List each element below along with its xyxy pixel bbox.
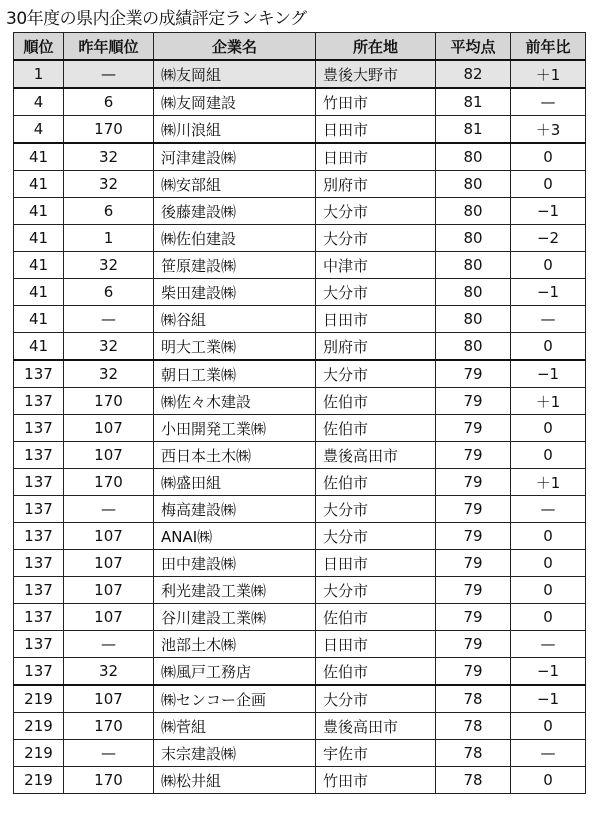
change-cell: 0 — [511, 442, 586, 469]
rank-cell: 41 — [14, 279, 64, 306]
table-header-row — [14, 33, 586, 61]
table-row — [14, 198, 586, 225]
ranking-table — [13, 32, 586, 794]
location-cell: 佐伯市 — [316, 469, 436, 496]
rank-cell: 41 — [14, 333, 64, 361]
score-cell: 80 — [436, 279, 511, 306]
table-row — [14, 116, 586, 144]
company-cell: 谷川建設工業㈱ — [154, 604, 316, 631]
location-cell: 大分市 — [316, 496, 436, 523]
score-cell: 79 — [436, 658, 511, 686]
prev-rank-cell: 32 — [64, 171, 154, 198]
table-row — [14, 60, 586, 88]
location-cell: 日田市 — [316, 116, 436, 144]
column-header-average-score: 平均点 — [436, 33, 511, 61]
rank-cell: 137 — [14, 523, 64, 550]
change-cell: 0 — [511, 550, 586, 577]
table-row — [14, 740, 586, 767]
table-row — [14, 88, 586, 116]
rank-cell: 41 — [14, 306, 64, 333]
change-cell: ＋1 — [511, 469, 586, 496]
rank-cell: 137 — [14, 388, 64, 415]
location-cell: 日田市 — [316, 306, 436, 333]
rank-cell: 137 — [14, 604, 64, 631]
change-cell: 0 — [511, 333, 586, 361]
rank-cell: 137 — [14, 577, 64, 604]
company-cell: 後藤建設㈱ — [154, 198, 316, 225]
prev-rank-cell: 170 — [64, 767, 154, 794]
rank-cell: 1 — [14, 60, 64, 88]
table-row — [14, 550, 586, 577]
table-row — [14, 685, 586, 713]
change-cell: −1 — [511, 685, 586, 713]
rank-cell: 219 — [14, 713, 64, 740]
company-cell: ㈱センコー企画 — [154, 685, 316, 713]
change-cell: — — [511, 631, 586, 658]
change-cell: −1 — [511, 360, 586, 388]
rank-cell: 41 — [14, 198, 64, 225]
prev-rank-cell: 32 — [64, 252, 154, 279]
company-cell: 笹原建設㈱ — [154, 252, 316, 279]
score-cell: 78 — [436, 713, 511, 740]
prev-rank-cell: 107 — [64, 604, 154, 631]
prev-rank-cell: 170 — [64, 713, 154, 740]
table-row — [14, 496, 586, 523]
rank-cell: 137 — [14, 550, 64, 577]
column-header-prev-rank: 昨年順位 — [64, 33, 154, 61]
location-cell: 大分市 — [316, 198, 436, 225]
location-cell: 大分市 — [316, 523, 436, 550]
company-cell: ㈱菅組 — [154, 713, 316, 740]
score-cell: 80 — [436, 198, 511, 225]
company-cell: 朝日工業㈱ — [154, 360, 316, 388]
company-cell: 明大工業㈱ — [154, 333, 316, 361]
change-cell: — — [511, 740, 586, 767]
rank-cell: 219 — [14, 767, 64, 794]
prev-rank-cell: 107 — [64, 577, 154, 604]
score-cell: 80 — [436, 171, 511, 198]
column-header-location: 所在地 — [316, 33, 436, 61]
table-row — [14, 171, 586, 198]
company-cell: 柴田建設㈱ — [154, 279, 316, 306]
location-cell: 佐伯市 — [316, 388, 436, 415]
prev-rank-cell: 32 — [64, 333, 154, 361]
rank-cell: 219 — [14, 740, 64, 767]
prev-rank-cell: 1 — [64, 225, 154, 252]
change-cell: 0 — [511, 252, 586, 279]
company-cell: 西日本土木㈱ — [154, 442, 316, 469]
company-cell: 田中建設㈱ — [154, 550, 316, 577]
company-cell: 利光建設工業㈱ — [154, 577, 316, 604]
score-cell: 80 — [436, 143, 511, 171]
location-cell: 中津市 — [316, 252, 436, 279]
score-cell: 79 — [436, 631, 511, 658]
change-cell: −2 — [511, 225, 586, 252]
prev-rank-cell: 170 — [64, 469, 154, 496]
rank-cell: 137 — [14, 469, 64, 496]
table-row — [14, 225, 586, 252]
table-row — [14, 143, 586, 171]
table-row — [14, 252, 586, 279]
rank-cell: 137 — [14, 415, 64, 442]
score-cell: 79 — [436, 360, 511, 388]
prev-rank-cell: 6 — [64, 198, 154, 225]
location-cell: 佐伯市 — [316, 604, 436, 631]
column-header-rank: 順位 — [14, 33, 64, 61]
prev-rank-cell: — — [64, 60, 154, 88]
column-header-change: 前年比 — [511, 33, 586, 61]
table-row — [14, 469, 586, 496]
change-cell: ＋1 — [511, 60, 586, 88]
location-cell: 豊後高田市 — [316, 442, 436, 469]
prev-rank-cell: 107 — [64, 685, 154, 713]
prev-rank-cell: — — [64, 740, 154, 767]
prev-rank-cell: 32 — [64, 658, 154, 686]
change-cell: 0 — [511, 523, 586, 550]
score-cell: 80 — [436, 252, 511, 279]
change-cell: −1 — [511, 279, 586, 306]
score-cell: 79 — [436, 550, 511, 577]
rank-cell: 4 — [14, 116, 64, 144]
company-cell: ㈱谷組 — [154, 306, 316, 333]
company-cell: ㈱友岡建設 — [154, 88, 316, 116]
prev-rank-cell: 6 — [64, 279, 154, 306]
prev-rank-cell: 170 — [64, 388, 154, 415]
prev-rank-cell: — — [64, 496, 154, 523]
change-cell: 0 — [511, 713, 586, 740]
score-cell: 78 — [436, 767, 511, 794]
score-cell: 79 — [436, 496, 511, 523]
location-cell: 竹田市 — [316, 767, 436, 794]
location-cell: 竹田市 — [316, 88, 436, 116]
rank-cell: 41 — [14, 143, 64, 171]
rank-cell: 137 — [14, 496, 64, 523]
company-cell: ㈱盛田組 — [154, 469, 316, 496]
company-cell: 小田開発工業㈱ — [154, 415, 316, 442]
table-row — [14, 713, 586, 740]
location-cell: 大分市 — [316, 360, 436, 388]
location-cell: 別府市 — [316, 333, 436, 361]
change-cell: 0 — [511, 767, 586, 794]
table-row — [14, 442, 586, 469]
column-header-company: 企業名 — [154, 33, 316, 61]
location-cell: 日田市 — [316, 550, 436, 577]
score-cell: 82 — [436, 60, 511, 88]
rank-cell: 137 — [14, 442, 64, 469]
location-cell: 豊後大野市 — [316, 60, 436, 88]
company-cell: ㈱佐伯建設 — [154, 225, 316, 252]
change-cell: 0 — [511, 604, 586, 631]
prev-rank-cell: 6 — [64, 88, 154, 116]
table-row — [14, 658, 586, 686]
score-cell: 78 — [436, 685, 511, 713]
change-cell: −1 — [511, 658, 586, 686]
company-cell: ㈱風戸工務店 — [154, 658, 316, 686]
table-row — [14, 415, 586, 442]
score-cell: 79 — [436, 388, 511, 415]
table-row — [14, 523, 586, 550]
change-cell: 0 — [511, 143, 586, 171]
score-cell: 79 — [436, 469, 511, 496]
company-cell: 梅高建設㈱ — [154, 496, 316, 523]
location-cell: 大分市 — [316, 685, 436, 713]
change-cell: ＋3 — [511, 116, 586, 144]
prev-rank-cell: 107 — [64, 415, 154, 442]
company-cell: 池部土木㈱ — [154, 631, 316, 658]
rank-cell: 137 — [14, 631, 64, 658]
change-cell: — — [511, 88, 586, 116]
rank-cell: 41 — [14, 225, 64, 252]
rank-cell: 137 — [14, 658, 64, 686]
score-cell: 81 — [436, 88, 511, 116]
score-cell: 80 — [436, 333, 511, 361]
table-row — [14, 279, 586, 306]
location-cell: 豊後高田市 — [316, 713, 436, 740]
table-row — [14, 604, 586, 631]
prev-rank-cell: 107 — [64, 550, 154, 577]
change-cell: ＋1 — [511, 388, 586, 415]
table-row — [14, 577, 586, 604]
prev-rank-cell: 107 — [64, 442, 154, 469]
location-cell: 佐伯市 — [316, 415, 436, 442]
rank-cell: 4 — [14, 88, 64, 116]
prev-rank-cell: 32 — [64, 360, 154, 388]
location-cell: 日田市 — [316, 143, 436, 171]
score-cell: 79 — [436, 415, 511, 442]
location-cell: 佐伯市 — [316, 658, 436, 686]
change-cell: — — [511, 306, 586, 333]
table-row — [14, 306, 586, 333]
change-cell: 0 — [511, 577, 586, 604]
score-cell: 80 — [436, 225, 511, 252]
rank-cell: 219 — [14, 685, 64, 713]
location-cell: 日田市 — [316, 631, 436, 658]
location-cell: 宇佐市 — [316, 740, 436, 767]
location-cell: 大分市 — [316, 279, 436, 306]
score-cell: 79 — [436, 577, 511, 604]
score-cell: 79 — [436, 442, 511, 469]
change-cell: −1 — [511, 198, 586, 225]
company-cell: ㈱川浪組 — [154, 116, 316, 144]
location-cell: 大分市 — [316, 577, 436, 604]
prev-rank-cell: — — [64, 631, 154, 658]
table-row — [14, 631, 586, 658]
table-row — [14, 360, 586, 388]
score-cell: 79 — [436, 523, 511, 550]
table-row — [14, 333, 586, 361]
company-cell: ㈱友岡組 — [154, 60, 316, 88]
company-cell: 河津建設㈱ — [154, 143, 316, 171]
location-cell: 大分市 — [316, 225, 436, 252]
prev-rank-cell: — — [64, 306, 154, 333]
change-cell: 0 — [511, 171, 586, 198]
company-cell: ㈱安部組 — [154, 171, 316, 198]
company-cell: ㈱松井組 — [154, 767, 316, 794]
change-cell: — — [511, 496, 586, 523]
score-cell: 79 — [436, 604, 511, 631]
prev-rank-cell: 107 — [64, 523, 154, 550]
prev-rank-cell: 32 — [64, 143, 154, 171]
prev-rank-cell: 170 — [64, 116, 154, 144]
table-row — [14, 767, 586, 794]
rank-cell: 41 — [14, 171, 64, 198]
table-row — [14, 388, 586, 415]
rank-cell: 41 — [14, 252, 64, 279]
company-cell: ㈱佐々木建設 — [154, 388, 316, 415]
location-cell: 別府市 — [316, 171, 436, 198]
company-cell: ANAI㈱ — [154, 523, 316, 550]
change-cell: 0 — [511, 415, 586, 442]
page-title: 30年度の県内企業の成績評定ランキング — [6, 9, 307, 29]
score-cell: 80 — [436, 306, 511, 333]
company-cell: 末宗建設㈱ — [154, 740, 316, 767]
score-cell: 78 — [436, 740, 511, 767]
rank-cell: 137 — [14, 360, 64, 388]
score-cell: 81 — [436, 116, 511, 144]
